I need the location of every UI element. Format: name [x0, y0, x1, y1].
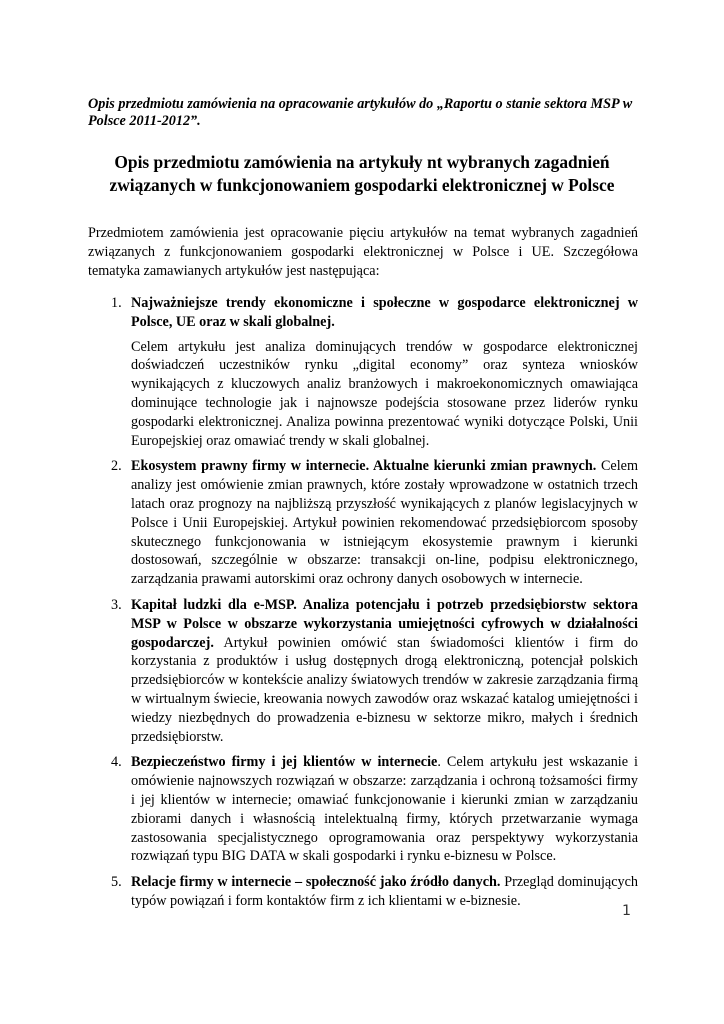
page-number: 1 — [622, 903, 632, 919]
document-title — [92, 151, 632, 197]
item-number: 5. — [111, 874, 122, 891]
item-title: Ekosystem prawny firmy w internecie. Aktualne kierunki zmian prawnych. — [131, 458, 597, 475]
item-number: 4. — [111, 754, 122, 771]
item-body: Celem artykułu jest analiza dominujących trendów w gospodarce elektronicznej doświadczeń uczestników rynku „digital economy” oraz synteza wniosków wynikających z kluczowych analiz branżowych i makroekonomicznych omawiająca dominujące technologie jak i najnowsze podejścia stosowane przez liderów rynku gospodarki elektronicznej. Analiza powinna prezentować wyniki dotyczące Polski, Unii Europejskiej oraz omawiać trendy w skali globalnej. — [131, 338, 638, 449]
item-title: Najważniejsze trendy ekonomiczne i społeczne w gospodarce elektronicznej w Polsce, UE oraz w skali globalnej. — [131, 295, 638, 330]
list-item — [111, 753, 638, 866]
item-title: Relacje firmy w internecie – społeczność jako źródło danych. — [131, 874, 501, 891]
title-line-2: związanych w funkcjonowaniem gospodarki elektronicznej w Polsce — [109, 175, 615, 195]
item-body: Przegląd dominujących typów powiązań i form kontaktów firm z ich klientami w e-biznesie. — [131, 874, 638, 909]
list-item — [111, 294, 638, 450]
intro-paragraph: Przedmiotem zamówienia jest opracowanie pięciu artykułów na temat wybranych zagadnień związanych z funkcjonowaniem gospodarki elektronicznej w Polsce i UE. Szczegółowa tematyka zamawianych artykułów jest następująca: — [88, 225, 638, 279]
item-title: Kapitał ludzki dla e-MSP. Analiza potencjału i potrzeb przedsiębiorstw sektora MSP w Polsce w obszarze wykorzystania umiejętności cyfrowych w działalności gospodarczej. — [131, 596, 638, 651]
item-body: Artykuł powinien omówić stan świadomości klientów i firm do korzystania z produktów i usług dostępnych drogą elektroniczną, potencjał polskich przedsiębiorców w kontekście analizy światowych trendów w zakresie zarządzania firmą w wirtualnym świecie, kreowania nowych zawodów oraz wskazać katalog umiejętności i wiedzy niezbędnych do prowadzenia e-biznesu w sektorze mikro, małych i średnich przedsiębiorstw. — [131, 634, 638, 745]
title-line-1: Opis przedmiotu zamówienia na artykuły nt wybranych zagadnień — [114, 152, 610, 172]
article-topics-list — [111, 294, 638, 911]
item-title: Bezpieczeństwo firmy i jej klientów w internecie — [131, 754, 438, 771]
item-body: . Celem artykułu jest wskazanie i omówienie najnowszych rozwiązań w obszarze: zarządzania i ochroną tożsamości firmy i jej klientów w internecie; omawiać funkcjonowanie i kierunki zmian w zarządzaniu zbiorami danych i własnością intelektualną firmy, których przetwarzanie wymaga zastosowania specjalistycznego oprogramowania oraz perspektywy wykorzystania rozwiązań typu BIG DATA w skali gospodarki i rynku e-biznesu w Polsce. — [131, 754, 638, 865]
list-item — [111, 596, 638, 746]
item-body: Celem analizy jest omówienie zmian prawnych, które zostały wprowadzone w ostatnich trzech latach oraz prognozy na najbliższą przyszłość wynikających z planów legislacyjnych w Polsce i Unii Europejskiej. Artykuł powinien rekomendować przedsiębiorcom sposoby skutecznego funkcjonowania w istniejącym ekosystemie prawnym i kierunki dostosowań, szczególnie w obszarze: transakcji on-line, podpisu elektronicznego, zarządzania prawami autorskimi oraz ochrony danych osobowych w internecie. — [131, 458, 639, 588]
list-item — [111, 873, 638, 911]
list-item — [111, 457, 638, 589]
item-number: 1. — [111, 295, 122, 311]
item-number: 2. — [111, 458, 122, 475]
header-note: Opis przedmiotu zamówienia na opracowanie artykułów do „Raportu o stanie sektora MSP w Polsce 2011-2012”. — [88, 96, 633, 129]
item-number: 3. — [111, 596, 122, 613]
